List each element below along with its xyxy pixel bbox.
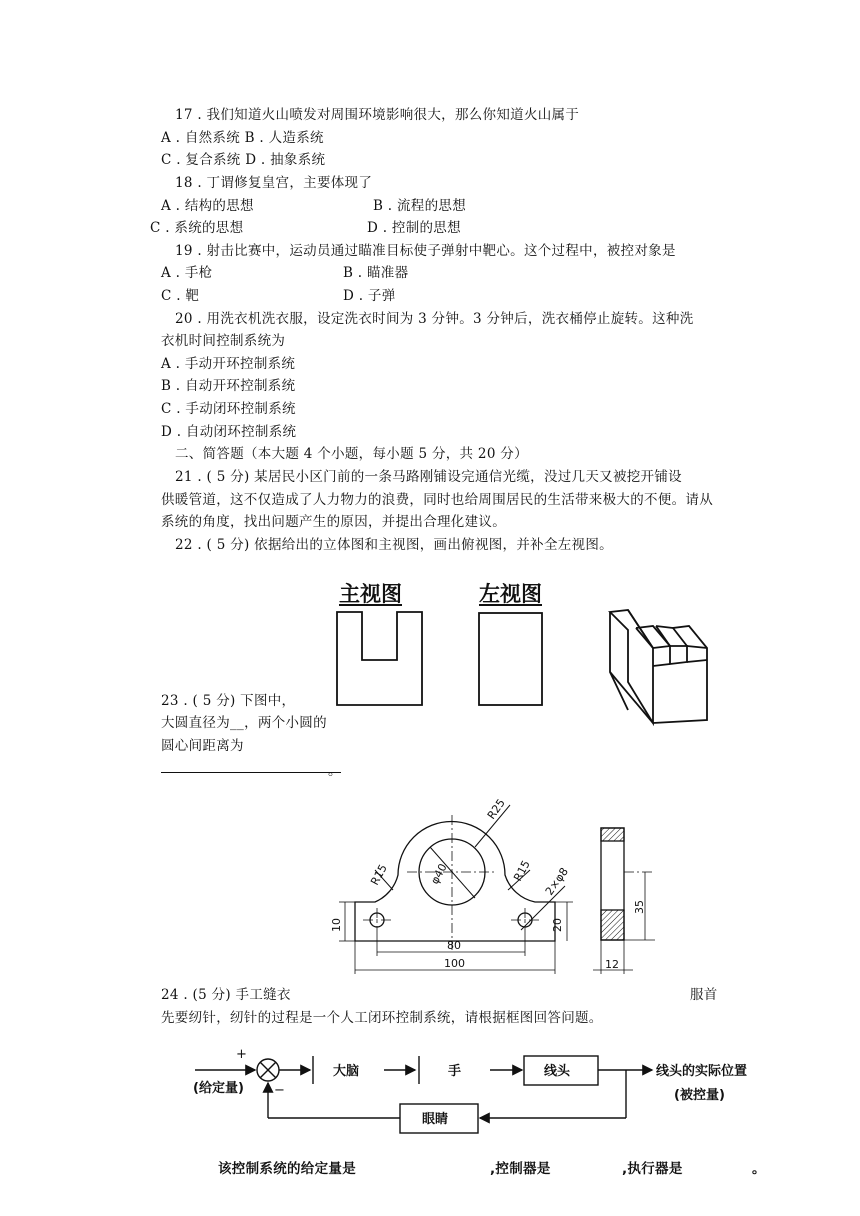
thread-label: 线头 — [544, 1064, 571, 1079]
q23-line3: 圆心间距离为 — [161, 738, 244, 754]
given-label: (给定量) — [193, 1081, 244, 1096]
eye-label: 眼睛 — [422, 1112, 449, 1127]
dim-12: 12 — [605, 958, 619, 971]
q19-option-a: A . 手枪 — [161, 265, 213, 281]
q18-option-a: A . 结构的思想 — [161, 198, 254, 214]
dim-80: 80 — [447, 939, 461, 952]
q18-stem: 18 . 丁谓修复皇宫，主要体现了 — [175, 175, 373, 191]
q18-option-d: D . 控制的思想 — [367, 220, 461, 236]
dimension-drawing — [325, 790, 665, 980]
output-label: 线头的实际位置 — [656, 1064, 748, 1079]
q20-option-c: C . 手动闭环控制系统 — [161, 401, 296, 417]
q24-answer-end: 。 — [752, 1161, 766, 1177]
q24-line1-right: 服首 — [690, 987, 718, 1003]
q24-line2: 先要纫针，纫针的过程是一个人工闭环控制系统，请根据框图回答问题。 — [161, 1010, 603, 1026]
dim-r15-right: R15 — [511, 858, 533, 884]
q21-line1: 21 . ( 5 分) 某居民小区门前的一条马路刚铺设完通信光缆，没过几天又被挖开铺设 — [175, 469, 682, 485]
plus-sign: + — [236, 1047, 247, 1062]
q20-option-b: B . 自动开环控制系统 — [161, 378, 296, 394]
q19-option-d: D . 子弹 — [343, 288, 396, 304]
q24-line1-left: 24 . (5 分) 手工缝衣 — [161, 987, 291, 1003]
q21-line2: 供暖管道，这不仅造成了人力物力的浪费，同时也给周围居民的生活带来极大的不便。请从 — [161, 492, 713, 508]
q24-answer-controller: ,控制器是 — [490, 1161, 551, 1177]
dim-20: 20 — [551, 918, 564, 932]
dim-holes: 2×φ8 — [542, 865, 571, 898]
q20-stem-line2: 衣机时间控制系统为 — [161, 333, 286, 349]
brain-label: 大脑 — [333, 1064, 360, 1079]
q19-option-c: C . 靶 — [161, 288, 200, 304]
minus-sign: − — [274, 1083, 285, 1098]
q23-line1: 23 . ( 5 分) 下图中， — [161, 693, 296, 709]
q17-options-row1: A . 自然系统 B . 人造系统 — [161, 130, 324, 146]
hand-label: 手 — [448, 1064, 462, 1079]
q19-option-b: B . 瞄准器 — [343, 265, 409, 281]
dim-r25: R25 — [484, 796, 508, 822]
dim-100: 100 — [444, 957, 465, 970]
front-view-shape — [337, 612, 422, 705]
q19-stem: 19 . 射击比赛中，运动员通过瞄准目标使子弹射中靶心。这个过程中，被控对象是 — [175, 243, 676, 259]
q24-answer-given: 该控制系统的给定量是 — [218, 1161, 356, 1177]
q23-line4-end: 。 — [328, 763, 342, 779]
dim-r15-left: R15 — [368, 862, 390, 888]
three-view-figure — [320, 600, 740, 750]
q20-option-a: A . 手动开环控制系统 — [161, 356, 296, 372]
isometric-solid — [610, 610, 707, 723]
controlled-label: (被控量) — [674, 1088, 725, 1103]
q23-line2: 大圆直径为__，两个小圆的 — [161, 715, 327, 731]
block-diagram — [190, 1040, 780, 1150]
dim-10: 10 — [330, 918, 343, 932]
q18-option-b: B . 流程的思想 — [373, 198, 466, 214]
q20-option-d: D . 自动闭环控制系统 — [161, 424, 297, 440]
q22-line1: 22 . ( 5 分) 依据给出的立体图和主视图，画出俯视图，并补全左视图。 — [175, 537, 613, 553]
q17-stem: 17 . 我们知道火山喷发对周围环境影响很大，那么你知道火山属于 — [175, 107, 580, 123]
q20-stem-line1: 20 . 用洗衣机洗衣服，设定洗衣时间为 3 分钟。3 分钟后，洗衣桶停止旋转。这种洗 — [175, 311, 694, 327]
q21-line3: 系统的角度，找出问题产生的原因，并提出合理化建议。 — [161, 514, 506, 530]
q17-options-row2: C . 复合系统 D . 抽象系统 — [161, 152, 326, 168]
q24-answer-actuator: ,执行器是 — [622, 1161, 683, 1177]
left-view-label: 左视图 — [479, 582, 542, 606]
dim-phi40: φ40 — [428, 861, 450, 887]
q18-option-c: C . 系统的思想 — [150, 220, 244, 236]
front-view-label: 主视图 — [339, 582, 402, 606]
q23-answer-blank[interactable] — [161, 772, 341, 773]
section-heading: 二、简答题（本大题 4 个小题，每小题 5 分，共 20 分） — [175, 446, 528, 462]
dim-35: 35 — [633, 900, 646, 914]
left-view-shape — [479, 613, 542, 705]
